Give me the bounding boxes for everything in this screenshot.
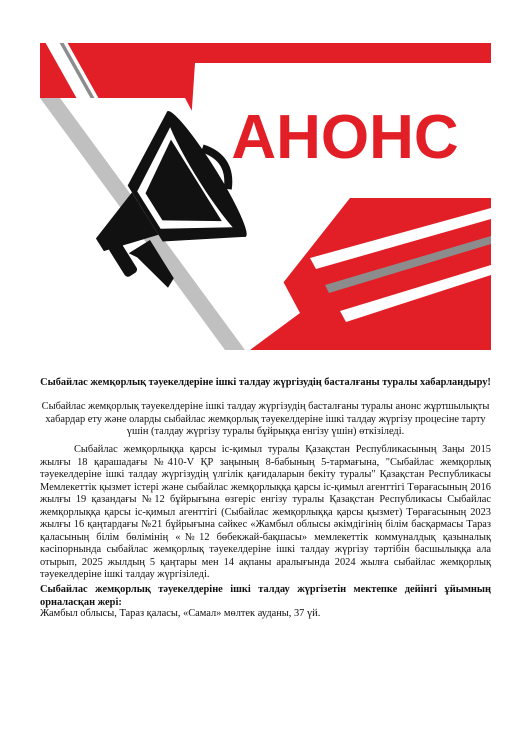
- announcement-title: Сыбайлас жемқорлық тәуекелдеріне ішкі талдау жүргізудің басталғаны туралы хабарландыру!: [40, 377, 491, 388]
- location-value: Жамбыл облысы, Тараз қаласы, «Самал» мөлтек ауданы, 37 үй.: [40, 608, 321, 619]
- announcement-intro: Сыбайлас жемқорлық тәуекелдеріне ішкі талдау жүргізудің басталғаны туралы анонс жұртшылықты хабардар ету және оларды сыбайлас жемқорлық тәуекелдеріне ішкі талдау жүргізу процесіне тарту үшін (талдау жүргізу туралы бұйрыққа енгізу үшін) өткізіледі.: [41, 401, 490, 437]
- banner-graphic: [40, 43, 491, 350]
- announcement-body: Сыбайлас жемқорлыққа қарсы іс-қимыл туралы Қазақстан Республикасының Заңы 2015 жылғы 18 қарашадағы №410-V ҚР заңының 8-бабының 5-тармағына, "Сыбайлас жемқорлық тәуекелдеріне ішкі талдау жүргізудің үлгілік қағидаларын бекіту туралы" Қазақстан Республикасы Мемлекеттік қызмет істері және сыбайлас жемқорлыққа қарсы іс-қимыл агенттігі Төрағасының 2016 жылғы 19 қазандағы №12 бұйрығына өзгеріс енгізу туралы Қазақстан Республикасы Сыбайлас жемқорлыққа қарсы іс-қимыл агенттігі (Сыбайлас жемқорлыққа қарсы қызмет) Төрағасының 2023 жылғы 16 қаңтардағы №21 бұйрығына сәйкес «Жамбыл облысы әкімдігінің білім басқармасы Тараз қаласының білім бөлімінің «№12 бөбекжай-бақшасы» мемлекеттік коммуналдық қазыналық кәсіпорнында сыбайлас жемқорлық тәуекелдеріне ішкі талдау жүргізу тәртібін басшылыққа ала отырып, 2025 жылдың 5 қаңтары мен 14 ақпаны аралығында 2024 жылға сыбайлас жемқорлық тәуекелдеріне ішкі талдау жүргізіледі.: [40, 444, 491, 580]
- banner-word: АНОНС: [231, 103, 459, 172]
- announcement-banner: [40, 43, 491, 350]
- location-label: Сыбайлас жемқорлық тәуекелдеріне ішкі талдау жүргізетін мектепке дейінгі ұйымның орналасқан жері:: [40, 584, 491, 608]
